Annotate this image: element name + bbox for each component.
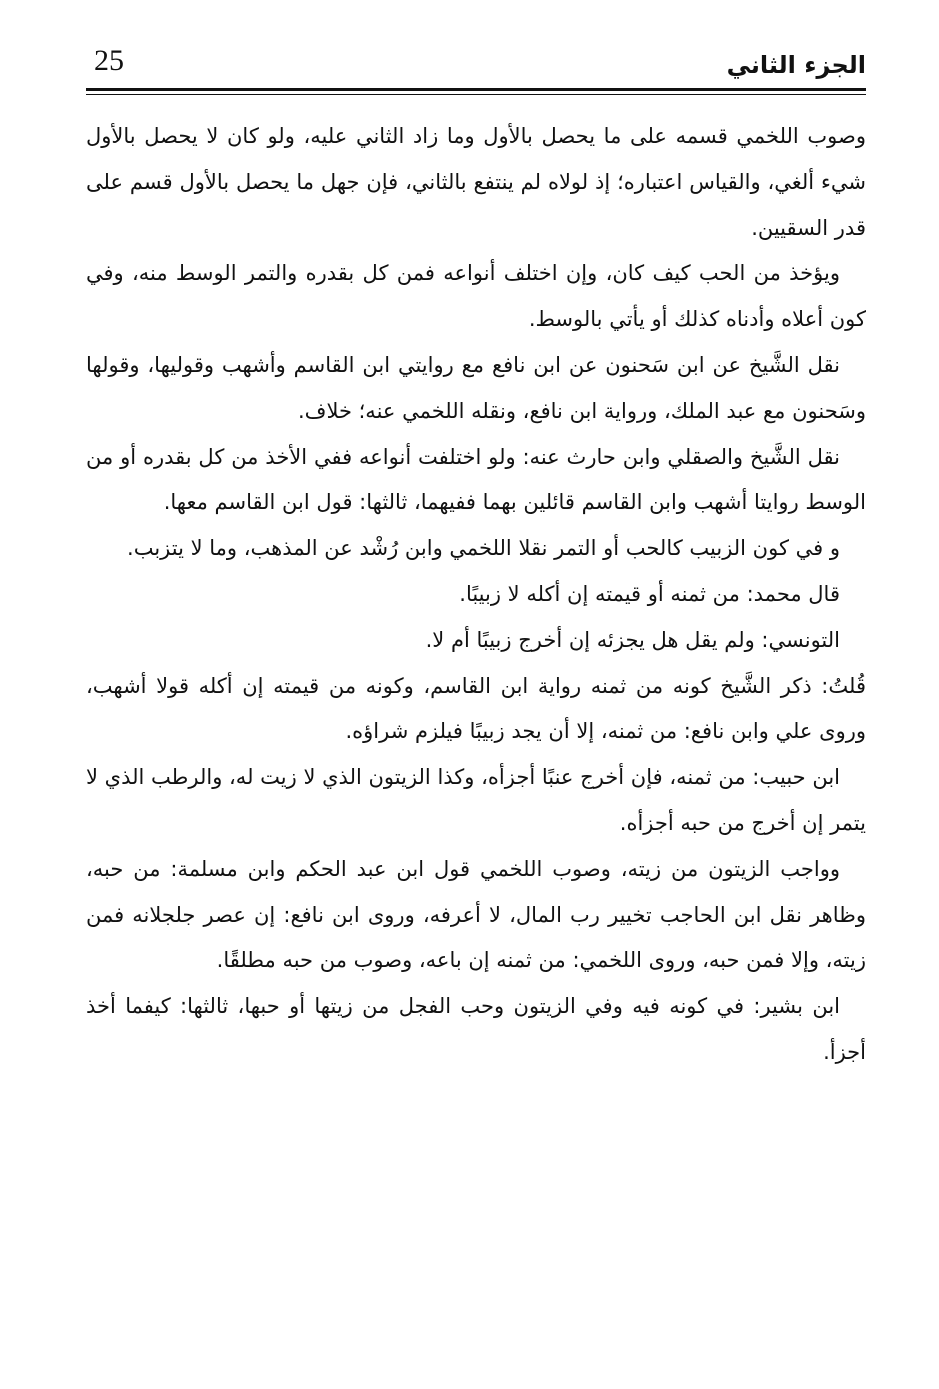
running-title: الجزء الثاني <box>726 51 866 79</box>
page-header <box>86 40 866 96</box>
paragraph: و في كون الزبيب كالحب أو التمر نقلا اللخمي وابن رُشْد عن المذهب، وما لا يتزبب. <box>127 536 840 561</box>
header-rule-thick <box>86 88 866 91</box>
header-rule-thin <box>86 94 866 95</box>
paragraph: وواجب الزيتون من زيته، وصوب اللخمي قول ابن عبد الحكم وابن مسلمة: من حبه، وظاهر نقل ابن الحاجب تخيير رب المال، لا أعرفه، وروى ابن نافع: إن عصر جلجلانه فمن زيته، وإلا فمن حبه، وروى اللخمي: من ثمنه إن باعه، وصوب من حبه مطلقًا. <box>86 856 866 973</box>
paragraph: وصوب اللخمي قسمه على ما يحصل بالأول وما زاد الثاني عليه، ولو كان لا يحصل بالأول شيء ألغي، والقياس اعتباره؛ إذ لولاه لم ينتفع بالثاني، فإن جهل ما يحصل بالأول قسم على قدر السقيين. <box>86 124 866 240</box>
paragraph: ويؤخذ من الحب كيف كان، وإن اختلف أنواعه فمن كل بقدره والتمر الوسط منه، وفي كون أعلاه وأدناه كذلك أو يأتي بالوسط. <box>86 261 866 332</box>
paragraph: قُلتُ: ذكر الشَّيخ كونه من ثمنه رواية ابن القاسم، وكونه من قيمته إن أكله قولا أشهب، وروى علي وابن نافع: من ثمنه، إلا أن يجد زبيبًا فيلزم شراؤه. <box>86 673 866 744</box>
paragraph: نقل الشَّيخ والصقلي وابن حارث عنه: ولو اختلفت أنواعه ففي الأخذ من كل بقدره أو من الوسط روايتا أشهب وابن القاسم قائلين بهما ففيهما، ثالثها: قول ابن القاسم معها. <box>86 444 866 515</box>
paragraph: قال محمد: من ثمنه أو قيمته إن أكله لا زبيبًا. <box>459 581 840 606</box>
paragraph: ابن بشير: في كونه فيه وفي الزيتون وحب الفجل من زيتها أو حبها، ثالثها: كيفما أخذ أجزأ. <box>86 994 866 1064</box>
page-number: 25 <box>94 44 124 77</box>
paragraph: نقل الشَّيخ عن ابن سَحنون عن ابن نافع مع روايتي ابن القاسم وأشهب وقوليها، وقولها وسَحنون مع عبد الملك، ورواية ابن نافع، ونقله اللخمي عنه؛ خلاف. <box>86 352 866 423</box>
paragraph: ابن حبيب: من ثمنه، فإن أخرج عنبًا أجزأه، وكذا الزيتون الذي لا زيت له، والرطب الذي لا يتمر إن أخرج من حبه أجزأه. <box>86 765 866 835</box>
body-text <box>86 114 866 1076</box>
paragraph: التونسي: ولم يقل هل يجزئه إن أخرج زبيبًا أم لا. <box>425 627 840 652</box>
